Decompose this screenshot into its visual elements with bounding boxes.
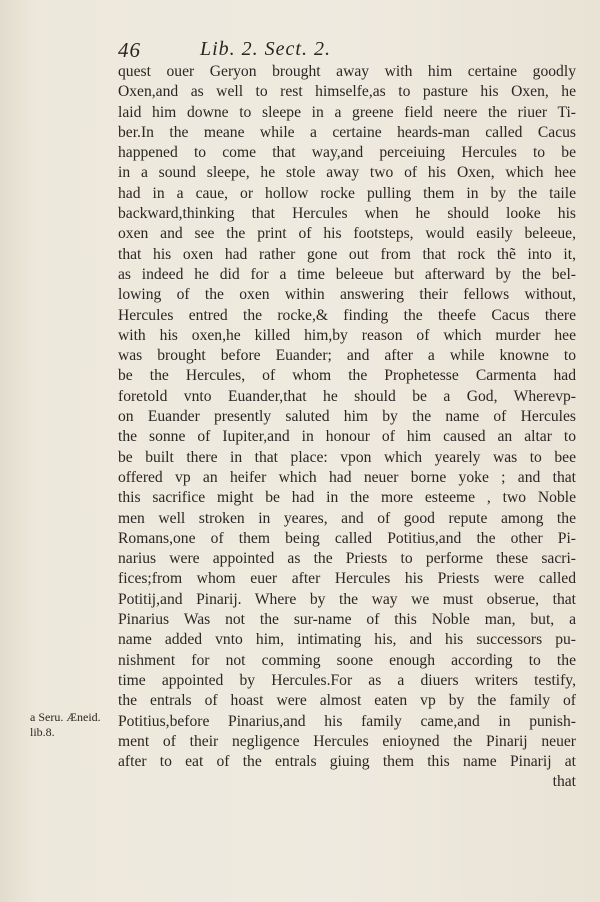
text-line: quest ouer Geryon brought away with him certaine goodly: [118, 63, 576, 80]
text-line: be built there in that place: vpon which yearely was to bee: [118, 448, 576, 466]
text-line: laid him downe to sleepe in a greene field neere the riuer Ti-: [118, 103, 576, 121]
text-line: fices;from whom euer after Hercules his Priests were called: [118, 570, 576, 588]
text-line: backward,thinking that Hercules when he should looke his: [118, 205, 576, 223]
text-line: nishment for not comming soone enough according to the: [118, 651, 576, 669]
text-line: ber.In the meane while a certaine heards-man called Cacus: [118, 123, 576, 141]
text-line: the entrals of hoast were almost eaten vp by the family of: [118, 692, 576, 710]
text-line: Romans,one of them being called Potitius,and the other Pi-: [118, 529, 576, 547]
margin-note-line: a Seru. Æneid.: [30, 710, 101, 724]
text-line: lowing of the oxen within answering their fellows without,: [118, 286, 576, 304]
text-line: narius were appointed as the Priests to performe these sacri-: [118, 550, 576, 568]
text-line: name added vnto him, intimating his, and his successors pu-: [118, 631, 576, 649]
text-line: Oxen,and as well to rest himselfe,as to pasture his Oxen, he: [118, 83, 576, 101]
text-line: as indeed he did for a time beleeue but afterward by the bel-: [118, 265, 576, 283]
text-line: had in a caue, or hollow rocke pulling them in by the taile: [118, 184, 576, 202]
body-text: [118, 62, 576, 793]
text-line: be the Hercules, of whom the Prophetesse Carmenta had: [118, 367, 576, 385]
text-line: after to eat of the entrals giuing them this name Pinarij at: [118, 753, 576, 771]
text-line: Hercules entred the rocke,& finding the theefe Cacus there: [118, 306, 576, 324]
text-line: foretold vnto Euander,that he should be a God, Wherevp-: [118, 387, 576, 405]
text-line: that: [552, 773, 576, 791]
text-line: on Euander presently saluted him by the name of Hercules: [118, 408, 576, 426]
text-line: time appointed by Hercules.For as a diuers writers testify,: [118, 671, 576, 689]
running-head: Lib. 2. Sect. 2.: [200, 38, 331, 60]
text-line: that his oxen had rather gone out from that rock thẽ into it,: [118, 245, 576, 263]
text-line: the sonne of Iupiter,and in honour of him caused an altar to: [118, 428, 576, 446]
text-line: oxen and see the print of his footsteps, would easily beleeue,: [118, 225, 576, 243]
text-line: ment of their negligence Hercules enioyned the Pinarij neuer: [118, 732, 576, 750]
text-line: in a sound sleepe, he stole away two of his Oxen, which hee: [118, 164, 576, 182]
margin-note-line: lib.8.: [30, 725, 55, 739]
text-line: offered vp an heifer which had neuer borne yoke ; and that: [118, 468, 576, 486]
text-line: with his oxen,he killed him,by reason of which murder hee: [118, 326, 576, 344]
margin-note: [30, 710, 120, 740]
text-line: men well stroken in yeares, and of good repute among the: [118, 509, 576, 527]
text-line: was brought before Euander; and after a while knowne to: [118, 347, 576, 365]
text-line: Potitij,and Pinarij. Where by the way we must obserue, that: [118, 590, 576, 608]
text-line: Pinarius Was not the sur-name of this Noble man, but, a: [118, 611, 576, 629]
text-line: happened to come that way,and perceiuing Hercules to be: [118, 144, 576, 162]
text-line: Potitius,before Pinarius,and his family came,and in punish-: [118, 712, 576, 730]
text-line: this sacrifice might be had in the more esteeme , two Noble: [118, 489, 576, 507]
page-number: 46: [118, 38, 141, 62]
